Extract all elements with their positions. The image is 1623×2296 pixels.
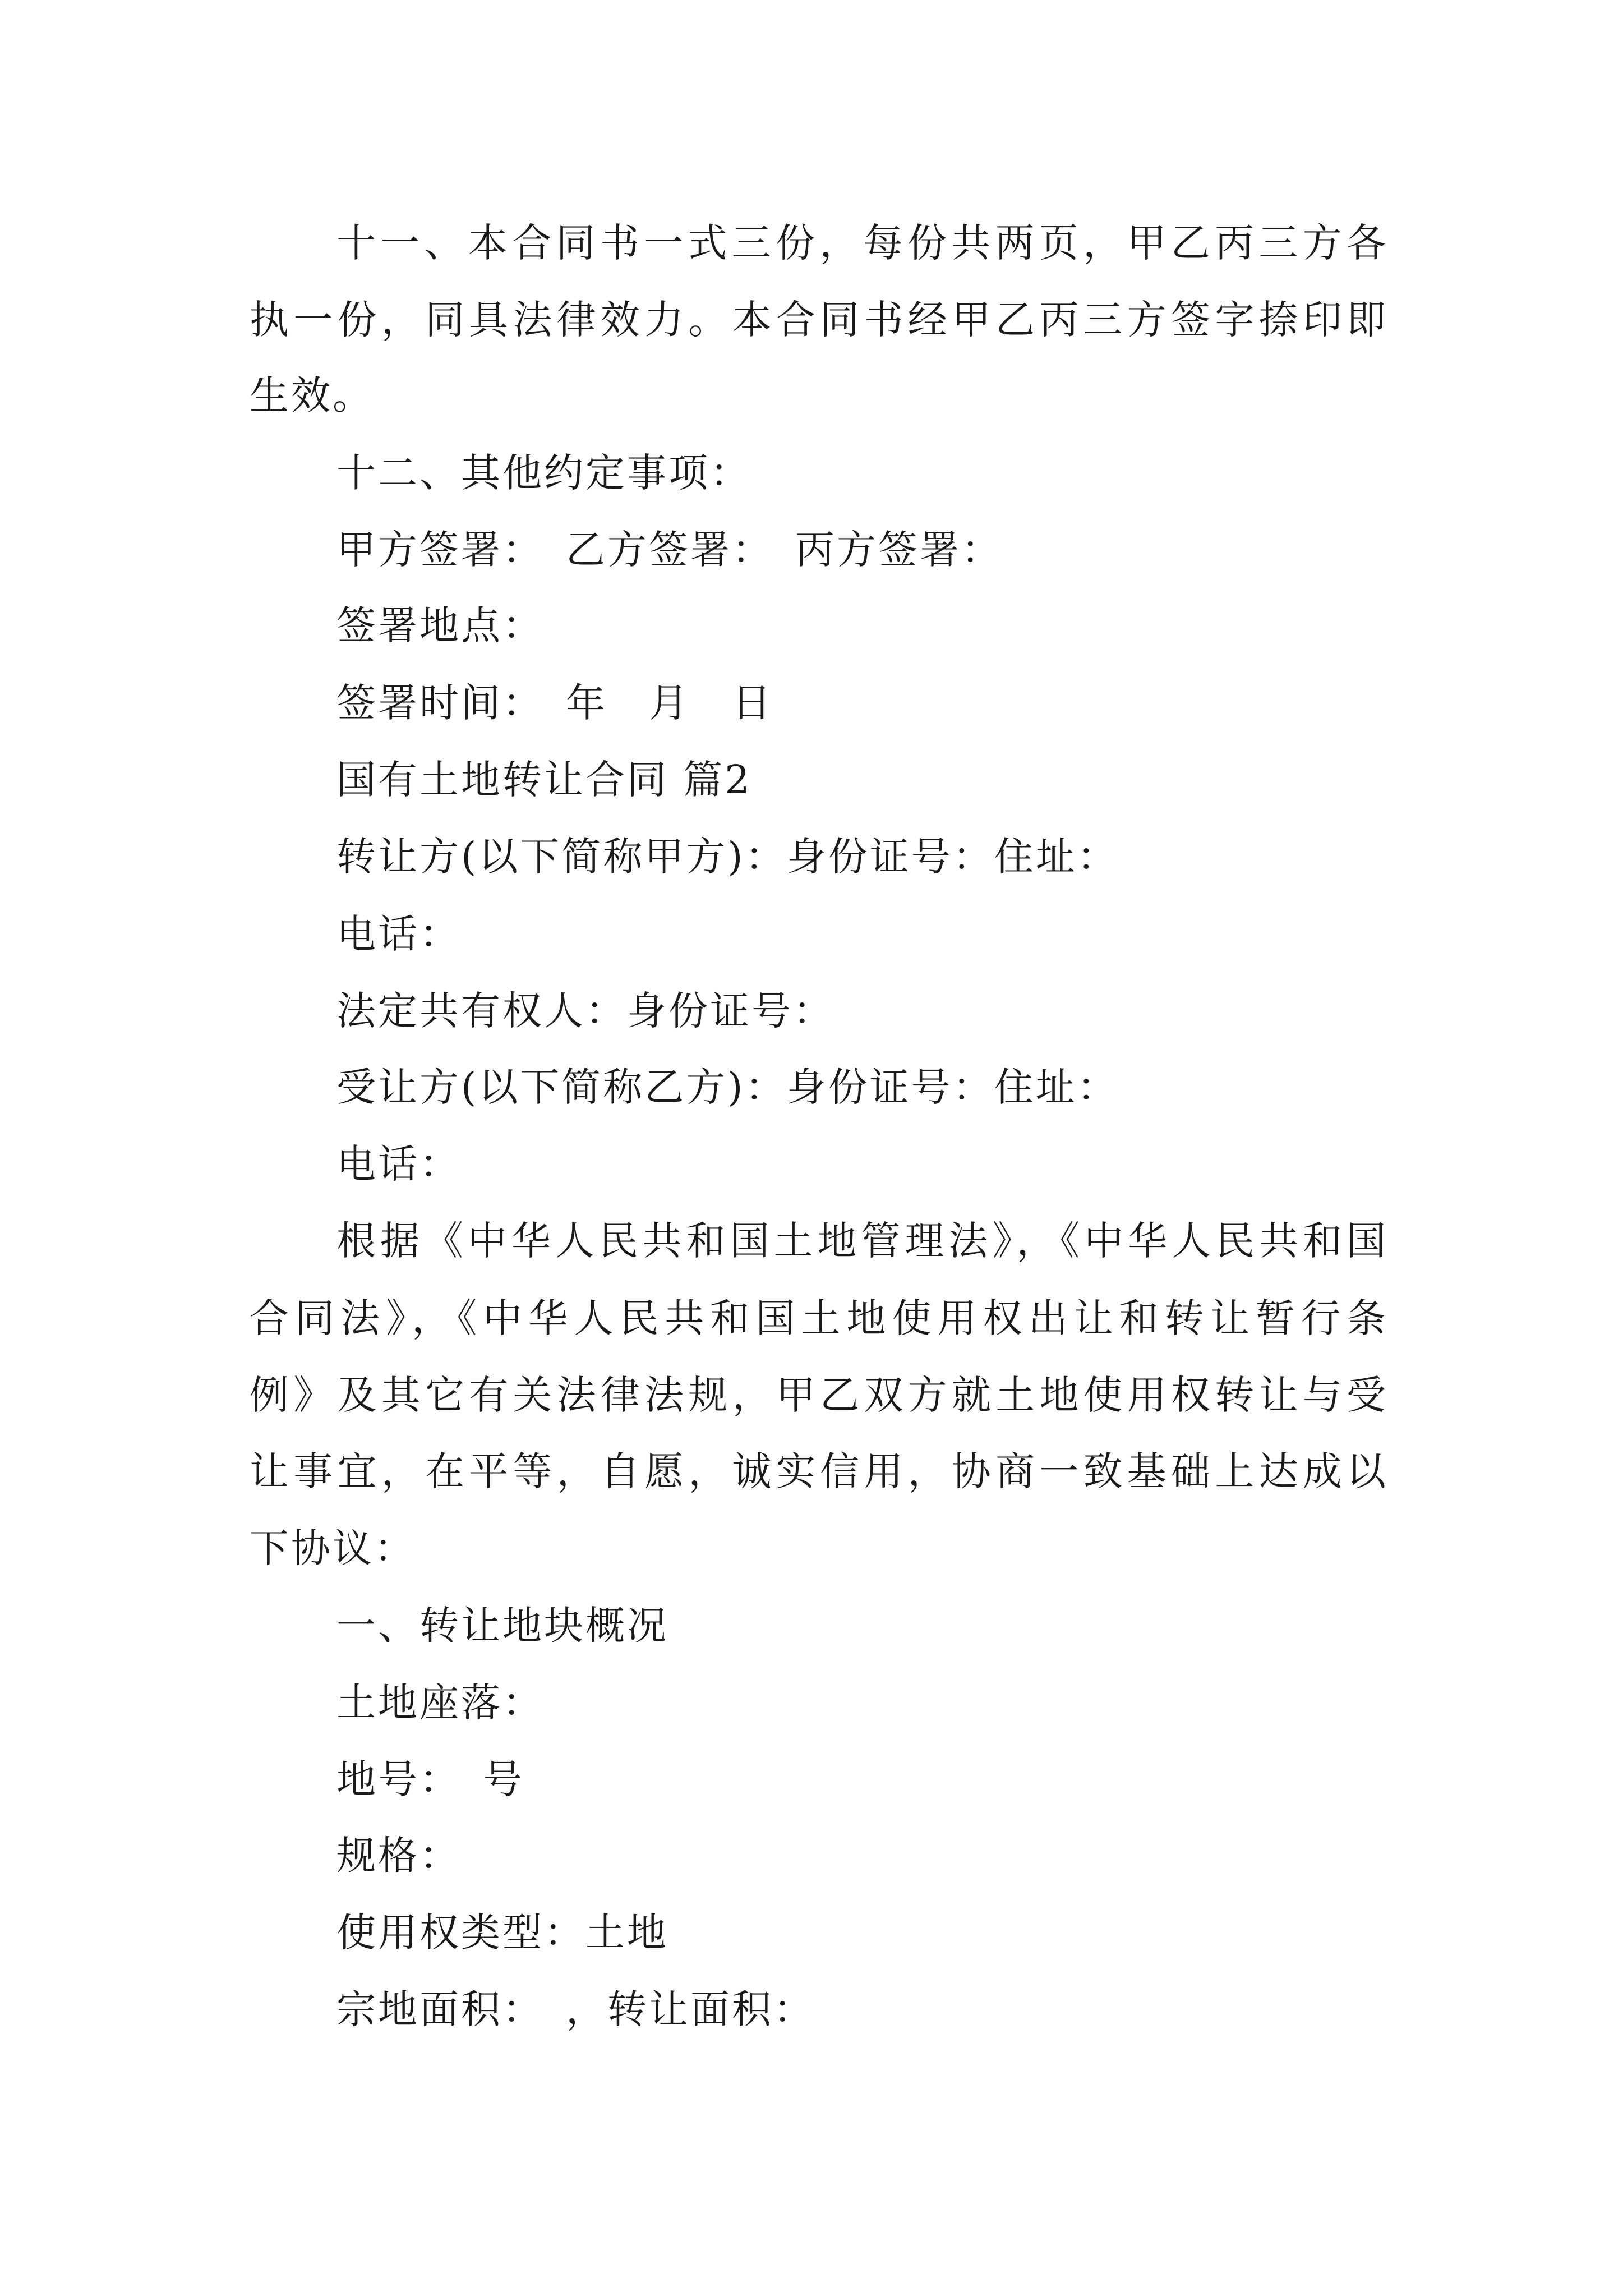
article-11-line-3: 生效。 — [250, 372, 374, 418]
section-1-heading: 一、转让地块概况 — [336, 1603, 668, 1649]
legal-basis-line-3: 例》及其它有关法律法规，甲乙双方就土地使用权转让与受 — [250, 1372, 1388, 1418]
legal-basis-line-1: 根据《中华人民共和国土地管理法》，《中华人民共和国 — [336, 1218, 1388, 1264]
article-12-heading: 十二、其他约定事项： — [336, 450, 751, 496]
signing-place: 签署地点： — [336, 602, 544, 648]
signature-line: 甲方签署： 乙方签署： 丙方签署： — [336, 527, 1003, 573]
area-line: 宗地面积： ，转让面积： — [336, 1986, 815, 2032]
contract-2-title: 国有土地转让合同 篇2 — [336, 757, 752, 803]
land-location: 土地座落： — [336, 1680, 544, 1726]
article-11-line-1: 十一、本合同书一式三份，每份共两页，甲乙丙三方各 — [336, 220, 1388, 266]
article-11-line-2: 执一份，同具法律效力。本合同书经甲乙丙三方签字捺印即 — [250, 297, 1388, 343]
specification: 规格： — [336, 1833, 461, 1879]
transferee-line: 受让方(以下简称乙方)：身份证号：住址： — [336, 1064, 1119, 1110]
co-owner-line: 法定共有权人：身份证号： — [336, 988, 834, 1034]
legal-basis-line-4: 让事宜，在平等，自愿，诚实信用，协商一致基础上达成以 — [250, 1448, 1388, 1494]
use-right-type: 使用权类型：土地 — [336, 1910, 668, 1955]
transferee-phone: 电话： — [336, 1141, 461, 1187]
signing-date: 签署时间： 年 月 日 — [336, 680, 773, 726]
transferor-line: 转让方(以下简称甲方)：身份证号：住址： — [336, 834, 1119, 880]
lot-number: 地号： 号 — [336, 1756, 524, 1802]
legal-basis-line-5: 下协议： — [250, 1525, 416, 1571]
legal-basis-line-2: 合同法》，《中华人民共和国土地使用权出让和转让暂行条 — [250, 1295, 1388, 1341]
transferor-phone: 电话： — [336, 911, 461, 957]
